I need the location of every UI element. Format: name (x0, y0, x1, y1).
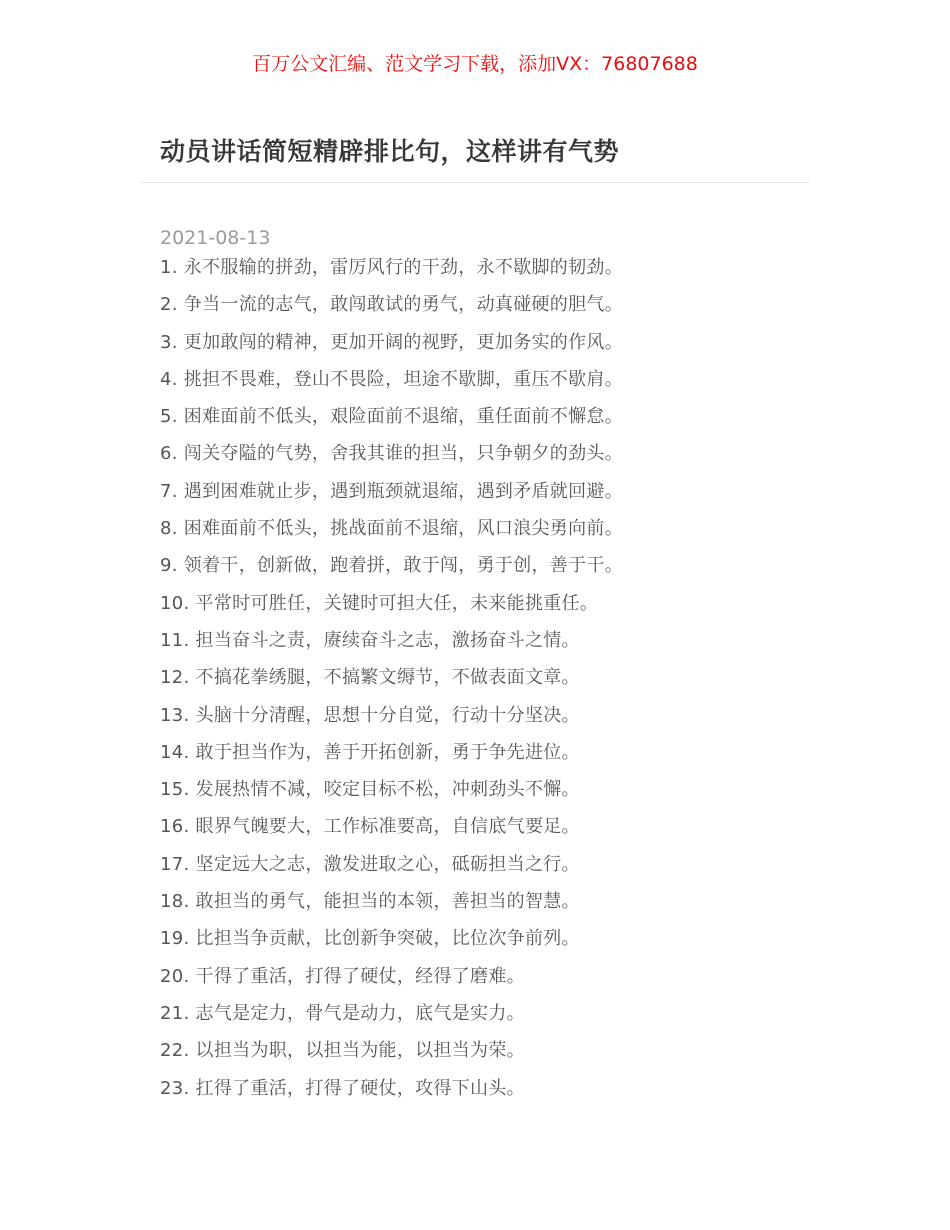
list-item: 6. 闯关夺隘的气势，舍我其谁的担当，只争朝夕的劲头。 (160, 443, 623, 465)
list-item: 21. 志气是定力，骨气是动力，底气是实力。 (160, 1002, 525, 1024)
list-item: 16. 眼界气魄要大，工作标准要高，自信底气要足。 (160, 816, 580, 838)
list-item: 1. 永不服输的拼劲，雷厉风行的干劲，永不歇脚的韧劲。 (160, 257, 623, 278)
list-item: 19. 比担当争贡献，比创新争突破，比位次争前列。 (160, 928, 580, 950)
list-item: 17. 坚定远大之志，激发进取之心，砥砺担当之行。 (160, 853, 580, 875)
title-divider (140, 182, 810, 183)
list-item: 20. 干得了重活，打得了硬仗，经得了磨难。 (160, 965, 525, 987)
article (140, 137, 810, 1107)
items-list (140, 249, 810, 1107)
list-item: 2. 争当一流的志气，敢闯敢试的勇气，动真碰硬的胆气。 (160, 294, 623, 316)
list-item: 3. 更加敢闯的精神，更加开阔的视野，更加务实的作风。 (160, 331, 623, 353)
list-item: 15. 发展热情不减，咬定目标不松，冲刺劲头不懈。 (160, 779, 580, 801)
promo-banner: 百万公文汇编、范文学习下载，添加VX：76807688 (252, 53, 698, 75)
list-item: 8. 困难面前不低头，挑战面前不退缩，风口浪尖勇向前。 (160, 518, 623, 540)
list-item: 22. 以担当为职，以担当为能，以担当为荣。 (160, 1040, 525, 1062)
list-item: 11. 担当奋斗之责，赓续奋斗之志，激扬奋斗之情。 (160, 629, 580, 651)
list-item: 13. 头脑十分清醒，思想十分自觉，行动十分坚决。 (160, 704, 580, 726)
list-item: 12. 不搞花拳绣腿，不搞繁文缛节，不做表面文章。 (160, 667, 580, 689)
list-item: 10. 平常时可胜任，关键时可担大任，未来能挑重任。 (160, 592, 599, 614)
list-item: 4. 挑担不畏难，登山不畏险，坦途不歇脚，重压不歇肩。 (160, 368, 623, 390)
list-item: 23. 扛得了重活，打得了硬仗，攻得下山头。 (160, 1077, 525, 1099)
list-item: 5. 困难面前不低头，艰险面前不退缩，重任面前不懈怠。 (160, 406, 623, 428)
list-item: 18. 敢担当的勇气，能担当的本领，善担当的智慧。 (160, 891, 580, 913)
list-item: 14. 敢于担当作为，善于开拓创新，勇于争先进位。 (160, 741, 580, 763)
list-item: 9. 领着干，创新做，跑着拼，敢于闯，勇于创，善于干。 (160, 555, 623, 577)
page-title: 动员讲话简短精辟排比句，这样讲有气势 (160, 137, 620, 166)
publish-date: 2021-08-13 (160, 227, 271, 249)
list-item: 7. 遇到困难就止步，遇到瓶颈就退缩，遇到矛盾就回避。 (160, 480, 623, 502)
